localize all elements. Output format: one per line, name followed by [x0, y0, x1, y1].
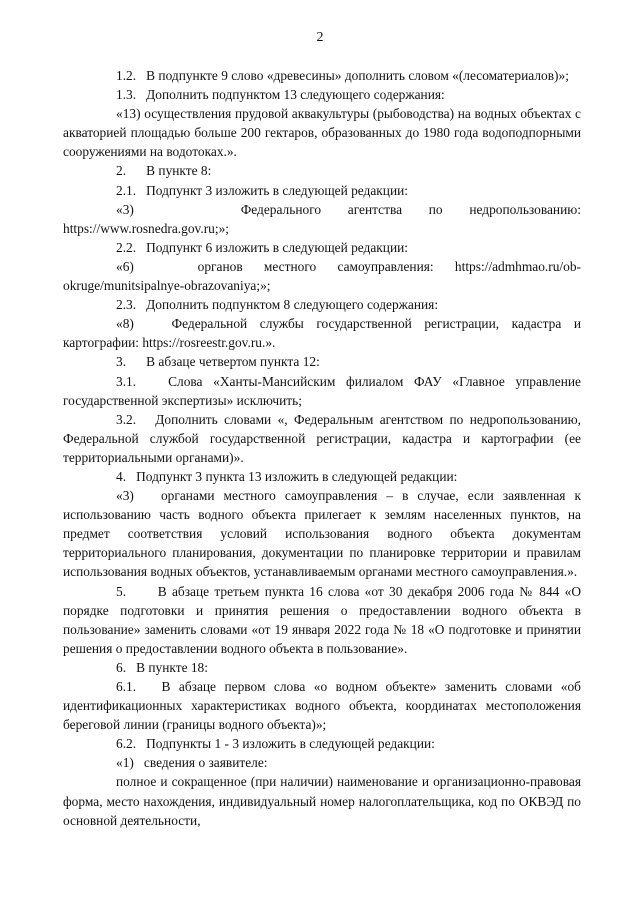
paragraph-2-3-text: «8) Федеральной службы государственной регистрации, кадастра и картографии: https://rosreestr.gov.ru.». — [63, 316, 581, 351]
paragraph-2: 2. В пункте 8: — [116, 163, 212, 179]
paragraph-2-1: 2.1. Подпункт 3 изложить в следующей редакции: — [116, 182, 409, 198]
page-number: 2 — [316, 30, 324, 45]
paragraph-2-3: 2.3. Дополнить подпунктом 8 следующего содержания: — [116, 297, 439, 313]
paragraph-3-2: 3.2. Дополнить словами «, Федеральным агентством по недропользованию, Федеральной службой государственной регистрации, кадастра и картографии (ее территориальными органами)». — [63, 411, 581, 465]
paragraph-5: 5. В абзаце третьем пункта 16 слова «от 30 декабря 2006 года № 844 «О порядке подготовки и принятия решения о предоставлении водного объекта в пользование» заменить словами «от 19 января 2022 года № 18 «О подготовке и принятии решения о предоставлении водного объекта в пользование». — [63, 583, 581, 656]
paragraph-3: 3. В абзаце четвертом пункта 12: — [116, 354, 320, 370]
paragraph-6-2: 6.2. Подпункты 1 - 3 изложить в следующей редакции: — [116, 736, 435, 752]
paragraph-2-2: 2.2. Подпункт 6 изложить в следующей редакции: — [116, 239, 409, 255]
paragraph-6-2-item-1: «1) сведения о заявителе: — [116, 755, 268, 771]
paragraph-1-3-text: «13) осуществления прудовой аквакультуры (рыбоводства) на водных объектах с акваторией площадью больше 200 гектаров, образованных до 1980 года водоподпорными сооружениями на водотоках.». — [63, 106, 581, 160]
paragraph-1-2: 1.2. В подпункте 9 слово «древесины» дополнить словом «(лесоматериалов)»; — [116, 68, 569, 83]
paragraph-4-text: «3) органами местного самоуправления – в случае, если заявленная к использованию часть водного объекта прилегает к землям населенных пунктов, на предмет соответствия условий использования водного объекта документам территориального планирования, документации по планировке территории и правилам использования водных объектов, устанавливаемым органами местного самоуправления.». — [63, 488, 581, 580]
paragraph-2-2-text: «6) органов местного самоуправления: https://admhmao.ru/ob-okruge/munitsipalnye-obrazovaniya;»; — [63, 258, 581, 294]
paragraph-2-1-text: «3) Федерального агентства по недропользованию: https://www.rosnedra.gov.ru;»; — [63, 201, 581, 236]
document-body — [63, 66, 581, 830]
paragraph-1-3: 1.3. Дополнить подпунктом 13 следующего содержания: — [116, 87, 445, 103]
paragraph-6-1: 6.1. В абзаце первом слова «о водном объекте» заменить словами «об идентификационных характеристиках водного объекта, координатах местоположения береговой линии (границы водного объекта)»; — [63, 679, 581, 733]
paragraph-4: 4. Подпункт 3 пункта 13 изложить в следующей редакции: — [116, 468, 458, 484]
paragraph-6-2-item-1-text: полное и сокращенное (при наличии) наименование и организационно-правовая форма, место нахождения, индивидуальный номер налогоплательщика, код по ОКВЭД по основной деятельности, — [63, 774, 581, 828]
paragraph-3-1: 3.1. Слова «Ханты-Мансийским филиалом ФАУ «Главное управление государственной экспертизы» исключить; — [63, 373, 581, 408]
paragraph-6: 6. В пункте 18: — [116, 659, 208, 675]
